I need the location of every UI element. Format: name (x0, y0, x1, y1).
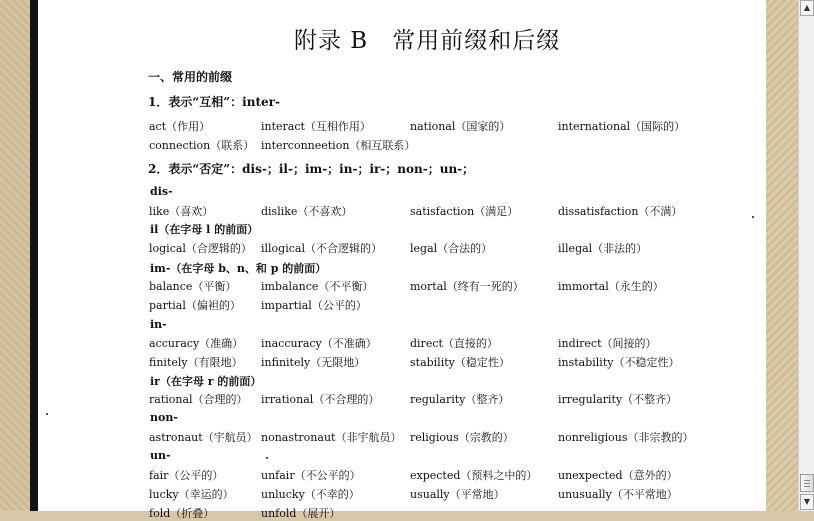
word-entry: unlucky（不幸的） (261, 488, 360, 501)
word-entry: dissatisfaction（不满） (558, 205, 683, 218)
scan-speck (266, 457, 268, 459)
word-entry: unfair（不公平的） (261, 469, 361, 482)
word-entry: fold（折叠） (149, 507, 215, 520)
word-entry: regularity（整齐） (410, 393, 510, 406)
grip-line (804, 483, 810, 484)
arrow-up-icon[interactable]: ▲ (800, 0, 814, 16)
word-entry: expected（预料之中的） (410, 469, 538, 482)
word-entry: infinitely（无限地） (261, 356, 366, 369)
word-entry: like（喜欢） (149, 205, 214, 218)
word-entry: unusually（不平常地） (558, 488, 678, 501)
word-entry: finitely（有限地） (149, 356, 243, 369)
group-heading: 2．表示“否定”：dis-；il-；im-；in-；ir-；non-；un-； (148, 162, 475, 176)
scan-speck (46, 413, 48, 415)
word-entry: satisfaction（满足） (410, 205, 519, 218)
word-entry: accuracy（准确） (149, 337, 244, 350)
grip-line (804, 486, 810, 487)
vertical-scrollbar[interactable] (798, 0, 814, 511)
word-entry: astronaut（宇航员） (149, 431, 258, 444)
prefix-label: ir（在字母 r 的前面） (150, 375, 262, 388)
word-entry: partial（偏袒的） (149, 299, 241, 312)
grip-line (804, 480, 810, 481)
word-entry: interact（互相作用） (261, 120, 371, 133)
prefix-label: im-（在字母 b、n、和 p 的前面） (150, 262, 327, 275)
page-gutter (30, 0, 38, 511)
prefix-label: dis- (150, 185, 173, 198)
word-entry: rational（合理的） (149, 393, 248, 406)
word-entry: religious（宗教的） (410, 431, 514, 444)
word-entry: instability（不稳定性） (558, 356, 680, 369)
word-entry: mortal（终有一死的） (410, 280, 524, 293)
word-entry: imbalance（不平衡） (261, 280, 374, 293)
word-entry: irrational（不合理的） (261, 393, 380, 406)
word-entry: act（作用） (149, 120, 211, 133)
desktop-background-left (0, 0, 30, 511)
word-entry: interconneetion（相互联系） (261, 139, 416, 152)
document-page (38, 0, 766, 520)
word-entry: legal（合法的） (410, 242, 493, 255)
scroll-thumb[interactable] (800, 474, 814, 492)
word-entry: impartial（公平的） (261, 299, 367, 312)
word-entry: balance（平衡） (149, 280, 237, 293)
word-entry: illegal（非法的） (558, 242, 648, 255)
word-entry: nonastronaut（非宇航员） (261, 431, 402, 444)
arrow-down-icon[interactable]: ▼ (800, 494, 814, 510)
word-entry: international（国际的） (558, 120, 686, 133)
word-entry: illogical（不合逻辑的） (261, 242, 382, 255)
desktop-background-right (766, 0, 798, 511)
word-entry: lucky（幸运的） (149, 488, 234, 501)
word-entry: fair（公平的） (149, 469, 224, 482)
prefix-label: il（在字母 l 的前面） (150, 223, 259, 236)
word-entry: usually（平常地） (410, 488, 505, 501)
scan-speck (752, 216, 754, 218)
word-entry: unfold（展开） (261, 507, 341, 520)
word-entry: connection（联系） (149, 139, 255, 152)
group-heading: 1．表示“互相”：inter- (148, 95, 280, 109)
section-heading: 一、常用的前缀 (148, 70, 233, 84)
word-entry: immortal（永生的） (558, 280, 664, 293)
word-entry: logical（合逻辑的） (149, 242, 252, 255)
word-entry: irregularity（不整齐） (558, 393, 678, 406)
prefix-label: non- (150, 411, 178, 424)
word-entry: nonreligious（非宗教的） (558, 431, 694, 444)
word-entry: stability（稳定性） (410, 356, 510, 369)
word-entry: unexpected（意外的） (558, 469, 678, 482)
page-title: 附录 B 常用前缀和后缀 (294, 28, 561, 54)
prefix-label: in- (150, 318, 167, 331)
word-entry: dislike（不喜欢） (261, 205, 353, 218)
word-entry: national（国家的） (410, 120, 511, 133)
word-entry: indirect（间接的） (558, 337, 657, 350)
word-entry: direct（直接的） (410, 337, 498, 350)
prefix-label: un- (150, 449, 171, 462)
word-entry: inaccuracy（不准确） (261, 337, 377, 350)
